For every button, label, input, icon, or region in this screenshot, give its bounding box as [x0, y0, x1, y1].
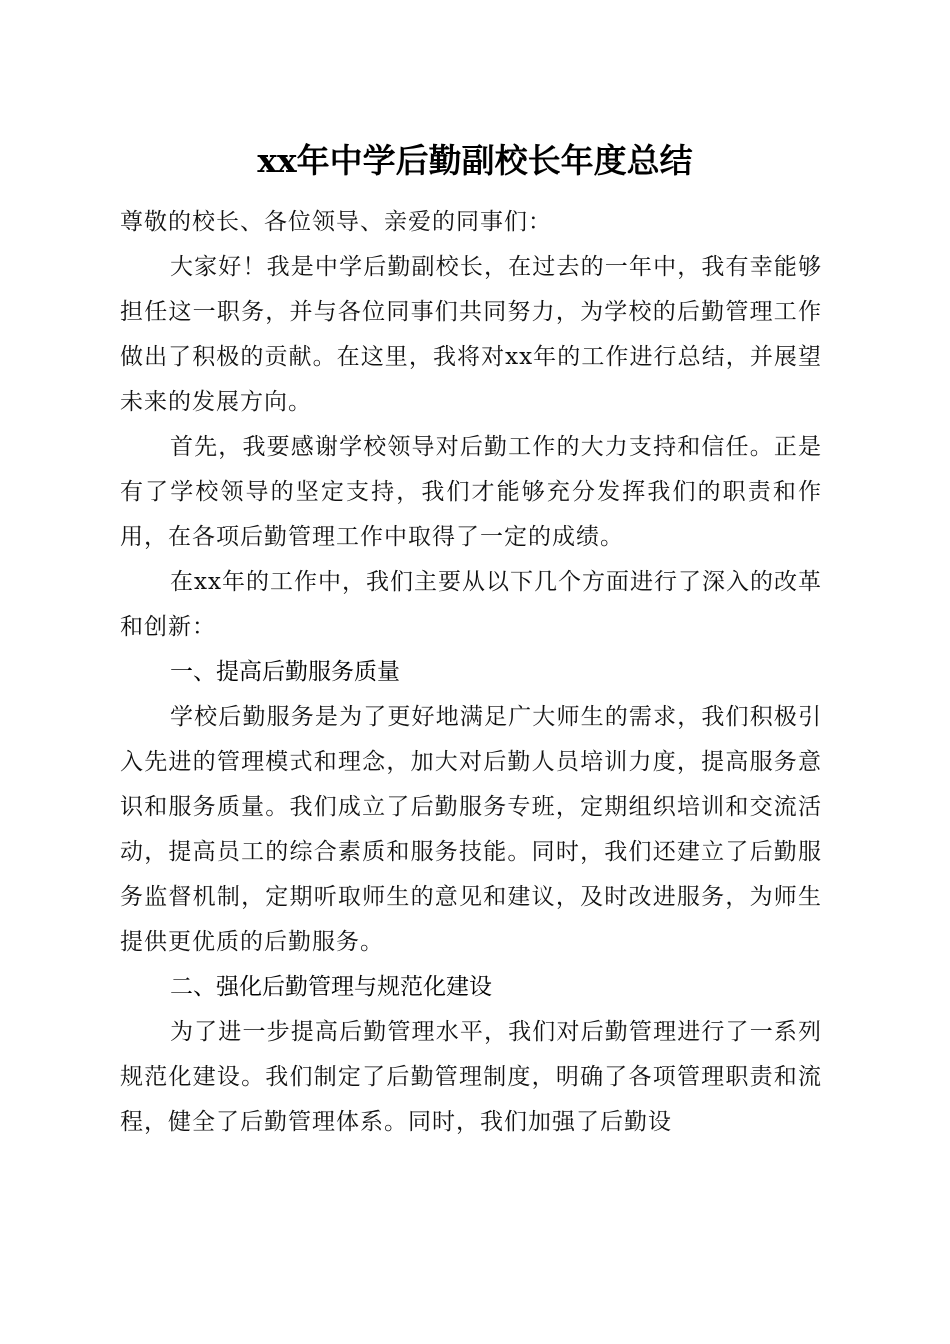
section-heading-management: 二、强化后勤管理与规范化建设	[170, 974, 492, 1000]
paragraph-overview: 在xx年的工作中，我们主要从以下几个方面进行了深入的改革和创新：	[120, 569, 822, 640]
paragraph-intro: 大家好！我是中学后勤副校长，在过去的一年中，我有幸能够担任这一职务，并与各位同事们共同努力，为学校的后勤管理工作做出了积极的贡献。在这里，我将对xx年的工作进行总结，并展望未来的发展方向。	[120, 254, 822, 415]
paragraph-management: 为了进一步提高后勤管理水平，我们对后勤管理进行了一系列规范化建设。我们制定了后勤管理制度，明确了各项管理职责和流程，健全了后勤管理体系。同时，我们加强了后勤设	[120, 1019, 822, 1135]
paragraph-thanks: 首先，我要感谢学校领导对后勤工作的大力支持和信任。正是有了学校领导的坚定支持，我们才能够充分发挥我们的职责和作用，在各项后勤管理工作中取得了一定的成绩。	[120, 434, 822, 550]
salutation: 尊敬的校长、各位领导、亲爱的同事们：	[120, 209, 552, 235]
document-body	[120, 200, 822, 1145]
paragraph-service-quality: 学校后勤服务是为了更好地满足广大师生的需求，我们积极引入先进的管理模式和理念，加大对后勤人员培训力度，提高服务意识和服务质量。我们成立了后勤服务专班，定期组织培训和交流活动，提高员工的综合素质和服务技能。同时，我们还建立了后勤服务监督机制，定期听取师生的意见和建议，及时改进服务，为师生提供更优质的后勤服务。	[120, 704, 822, 955]
section-heading-service-quality: 一、提高后勤服务质量	[170, 659, 400, 685]
document-title: xx年中学后勤副校长年度总结	[257, 141, 693, 180]
